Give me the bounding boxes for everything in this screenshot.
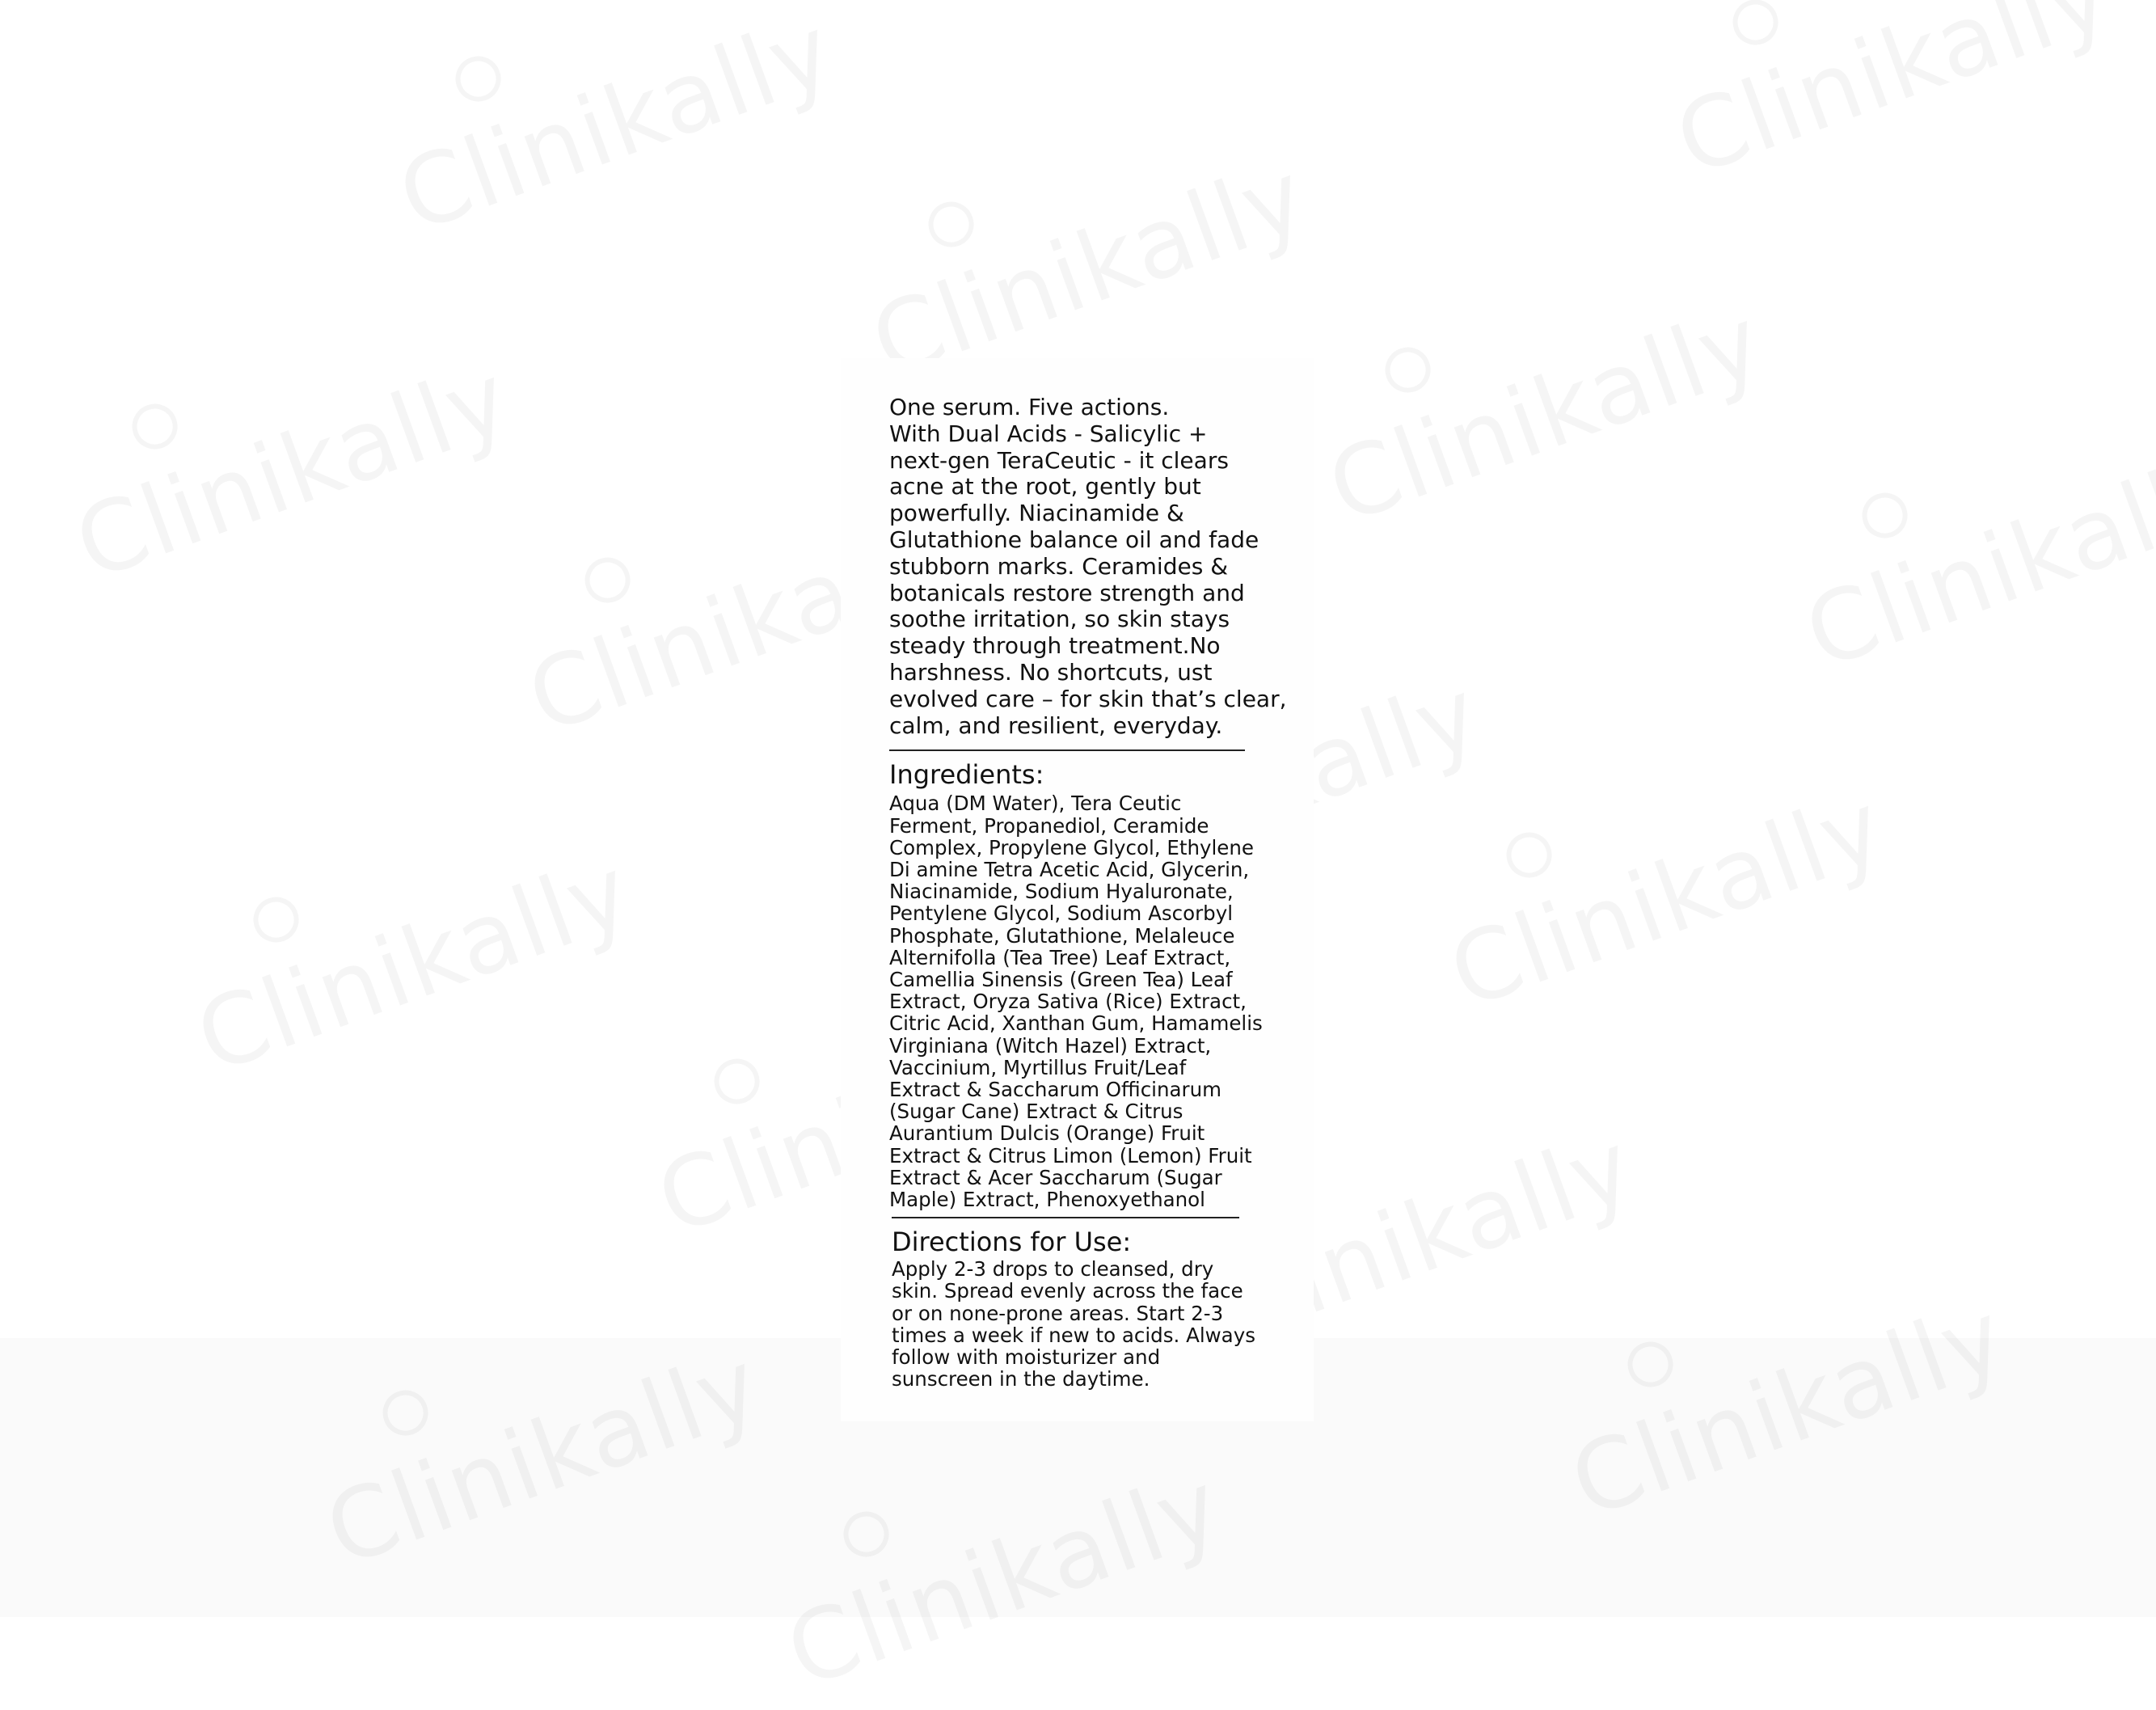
ingredients-line: Complex, Propylene Glycol, Ethylene: [889, 835, 1254, 859]
ingredients-line: (Sugar Cane) Extract & Citrus: [889, 1100, 1183, 1124]
ingredients-line: Phosphate, Glutathione, Melaleuce: [889, 923, 1235, 948]
ingredients-line: Ferment, Propanediol, Ceramide: [889, 813, 1209, 838]
ingredients-line: Camellia Sinensis (Green Tea) Leaf: [889, 967, 1233, 991]
description-line: calm, and resilient, everyday.: [889, 711, 1223, 739]
ingredients-line: Extract & Saccharum Officinarum: [889, 1078, 1221, 1101]
description-line: Glutathione balance oil and fade: [889, 526, 1259, 553]
ingredients-line: Extract & Citrus Limon (Lemon) Fruit: [889, 1143, 1252, 1167]
description-line: powerfully. Niacinamide &: [889, 500, 1184, 527]
watermark-logo-icon: [1379, 341, 1437, 399]
description-line: next-gen TeraCeutic - it clears: [889, 446, 1229, 474]
ingredients-line: Niacinamide, Sodium Hyaluronate,: [889, 880, 1234, 904]
ingredients-heading: Ingredients:: [889, 759, 1044, 791]
ingredients-line: Pentylene Glycol, Sodium Ascorbyl: [889, 901, 1234, 926]
watermark-logo-icon: [247, 891, 306, 949]
directions-line: times a week if new to acids. Always: [892, 1323, 1255, 1347]
ingredients-line: Di amine Tetra Acetic Acid, Glycerin,: [889, 857, 1250, 881]
ingredients-line: Maple) Extract, Phenoxyethanol: [889, 1188, 1205, 1212]
watermark: [61, 342, 524, 602]
description-line: steady through treatment.No: [889, 632, 1221, 660]
description-line: acne at the root, gently but: [889, 473, 1201, 500]
description-line: botanicals restore strength and: [889, 579, 1245, 606]
watermark-logo-icon: [579, 551, 637, 610]
watermark: [1314, 285, 1777, 546]
watermark: [1662, 0, 2124, 198]
ingredients-list: [889, 792, 1285, 1210]
section-divider: [892, 1217, 1239, 1218]
description-line: harshness. No shortcuts, ust: [889, 658, 1213, 686]
ingredients-line: Citric Acid, Xanthan Gum, Hamamelis: [889, 1011, 1263, 1036]
directions-text: [892, 1258, 1288, 1390]
ingredients-line: Extract, Oryza Sativa (Rice) Extract,: [889, 990, 1247, 1014]
ingredients-line: Vaccinium, Myrtillus Fruit/Leaf: [889, 1055, 1187, 1079]
section-divider: [889, 749, 1245, 751]
directions-line: sunscreen in the daytime.: [892, 1367, 1150, 1391]
ingredients-line: Aurantium Dulcis (Orange) Fruit: [889, 1121, 1205, 1146]
directions-heading: Directions for Use:: [892, 1227, 1132, 1258]
watermark: [183, 835, 645, 1096]
product-label-content: [889, 395, 1293, 1390]
ingredients-line: Virginiana (Witch Hazel) Extract,: [889, 1033, 1212, 1058]
description-line: One serum. Five actions.: [889, 394, 1170, 420]
directions-line: skin. Spread evenly across the face: [892, 1279, 1243, 1303]
watermark-logo-icon: [1856, 487, 1914, 545]
description-line: soothe irritation, so skin stays: [889, 606, 1230, 633]
product-description: [889, 395, 1293, 739]
watermark: [385, 0, 847, 255]
watermark: [1791, 431, 2156, 691]
watermark-logo-icon: [708, 1053, 766, 1111]
watermark-logo-icon: [126, 398, 184, 456]
ingredients-line: Aqua (DM Water), Tera Ceutic: [889, 792, 1182, 816]
ingredients-line: Alternifolla (Tea Tree) Leaf Extract,: [889, 945, 1231, 969]
description-line: With Dual Acids - Salicylic +: [889, 420, 1208, 447]
watermark: [1436, 771, 1898, 1031]
description-line: evolved care – for skin that’s clear,: [889, 685, 1287, 712]
watermark-logo-icon: [1500, 826, 1559, 885]
directions-line: follow with moisturizer and: [892, 1345, 1161, 1370]
watermark-logo-icon: [922, 196, 981, 254]
description-line: stubborn marks. Ceramides &: [889, 552, 1229, 580]
watermark-logo-icon: [449, 50, 508, 108]
directions-line: or on none-prone areas. Start 2-3: [892, 1301, 1224, 1325]
directions-line: Apply 2-3 drops to cleansed, dry: [892, 1257, 1214, 1281]
ingredients-line: Extract & Acer Saccharum (Sugar: [889, 1165, 1222, 1189]
watermark-logo-icon: [1727, 0, 1785, 51]
